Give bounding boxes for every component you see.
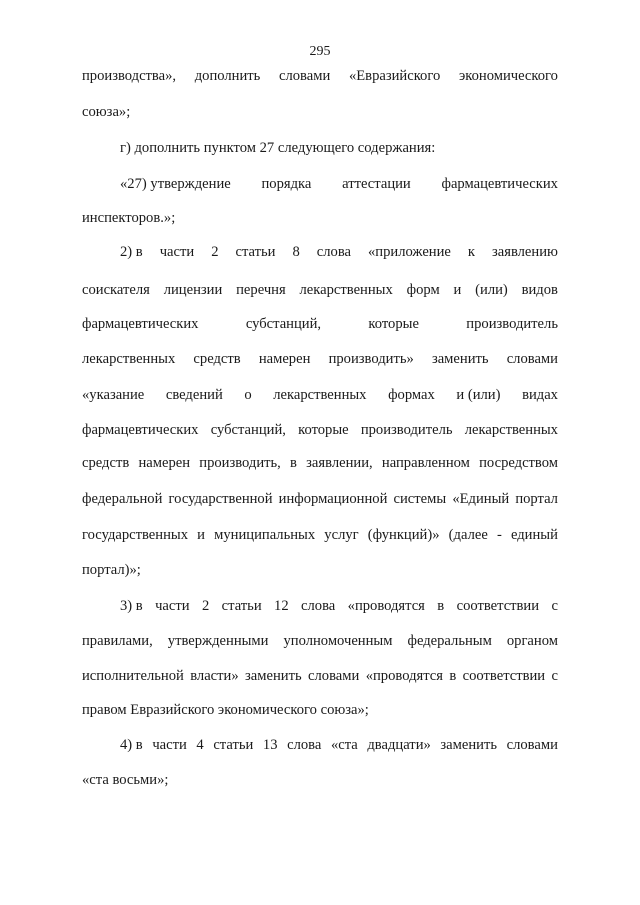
word: в [437, 598, 445, 614]
word: услуг [324, 527, 359, 543]
word: статьи [213, 737, 254, 753]
word: заменить [245, 668, 302, 684]
word: уполномоченным [283, 633, 393, 649]
text-line [82, 667, 558, 685]
word: формах [388, 387, 435, 403]
text-line: инспекторов.»; [82, 210, 176, 226]
word: слова [287, 737, 322, 753]
word: в [449, 668, 457, 684]
word: намерен [258, 351, 311, 367]
word: словами [308, 668, 360, 684]
text-line [82, 67, 558, 85]
word: лекарственных [464, 422, 558, 438]
word: и [197, 527, 205, 543]
word: и [453, 282, 462, 298]
text-line [82, 350, 558, 368]
text-line [120, 175, 558, 193]
word: словами [506, 351, 558, 367]
text-line [82, 454, 558, 472]
word: видов [521, 282, 558, 298]
word: направленном [381, 455, 470, 471]
word: экономического [458, 68, 558, 84]
word: «Единый [452, 491, 510, 507]
word: субстанций, [245, 316, 322, 332]
word: статьи [221, 598, 262, 614]
word: средств [193, 351, 241, 367]
word: соискателя [82, 282, 150, 298]
word: перечня [236, 282, 286, 298]
word: лицензии [163, 282, 223, 298]
word: правилами, [82, 633, 153, 649]
word: статьи [235, 244, 276, 260]
word: информационной [278, 491, 388, 507]
word: и (или) [456, 387, 501, 403]
word: - [496, 527, 502, 543]
word: посредством [479, 455, 558, 471]
word: государственных [82, 527, 189, 543]
word: двадцати» [367, 737, 431, 753]
word: сведений [165, 387, 223, 403]
word: слова [316, 244, 351, 260]
word: фармацевтических [82, 316, 199, 332]
word: в [290, 455, 297, 471]
text-line: правом Евразийского экономического союза»; [82, 702, 369, 718]
word: лекарственных [299, 282, 393, 298]
word: части [159, 244, 195, 260]
word: заменить [440, 737, 498, 753]
word: слова [301, 598, 336, 614]
word: «ста [330, 737, 358, 753]
text-line [82, 281, 558, 299]
word: 8 [292, 244, 300, 260]
word: соответствии [462, 668, 546, 684]
word: «проводятся [365, 668, 443, 684]
text-line: союза»; [82, 104, 131, 120]
word: 2) в [120, 244, 143, 260]
word: производить, [199, 455, 281, 471]
word: «Евразийского [348, 68, 441, 84]
word: (функций)» [367, 527, 440, 543]
page-number: 295 [309, 44, 331, 59]
word: утвержденными [167, 633, 269, 649]
text-line [120, 243, 558, 261]
word: лекарственных [273, 387, 367, 403]
word: (далее [448, 527, 488, 543]
word: органом [506, 633, 558, 649]
text-line [82, 315, 558, 333]
word: заявлению [492, 244, 558, 260]
word: 4) в [120, 737, 143, 753]
word: о [244, 387, 252, 403]
word: субстанций, [210, 422, 286, 438]
text-line [120, 597, 558, 615]
word: форм [406, 282, 440, 298]
word: производитель [360, 422, 453, 438]
word: 4 [196, 737, 204, 753]
word: которые [298, 422, 349, 438]
word: части [155, 598, 190, 614]
word: 12 [274, 598, 289, 614]
text-line [82, 490, 558, 508]
word: производитель [466, 316, 558, 332]
word: «проводятся [347, 598, 425, 614]
word: намерен [138, 455, 191, 471]
word: словами [506, 737, 558, 753]
word: к [467, 244, 475, 260]
word: дополнить [194, 68, 261, 84]
text-line [82, 421, 558, 439]
text-line [82, 386, 558, 404]
word: 2 [201, 598, 210, 614]
word: «приложение [368, 244, 451, 260]
word: заменить [431, 351, 489, 367]
word: 3) в [120, 598, 143, 614]
word: видах [522, 387, 558, 403]
word: «указание [82, 387, 145, 403]
word: словами [279, 68, 331, 84]
text-line: «ста восьми»; [82, 772, 169, 788]
text-line: портал)»; [82, 562, 141, 578]
text-line: г) дополнить пунктом 27 следующего содержания: [120, 140, 436, 156]
word: системы [393, 491, 447, 507]
word: с [551, 668, 558, 684]
word: части [152, 737, 187, 753]
word: 2 [211, 244, 219, 260]
word: федеральным [407, 633, 492, 649]
text-line [120, 736, 558, 754]
word: «27) утверждение [120, 176, 231, 192]
word: государственной [168, 491, 273, 507]
word: заявлении, [306, 455, 373, 471]
text-line [82, 632, 558, 650]
word: с [551, 598, 558, 614]
word: федеральной [82, 491, 163, 507]
word: лекарственных [82, 351, 176, 367]
word: 13 [262, 737, 278, 753]
word: (или) [475, 282, 508, 298]
word: производить» [328, 351, 414, 367]
word: власти» [190, 668, 239, 684]
word: порядка [261, 176, 312, 192]
word: соответствии [456, 598, 540, 614]
word: исполнительной [82, 668, 184, 684]
word: производства», [82, 68, 177, 84]
word: портал [515, 491, 558, 507]
word: которые [368, 316, 419, 332]
word: единый [510, 527, 558, 543]
word: муниципальных [214, 527, 316, 543]
word: фармацевтических [82, 422, 199, 438]
text-line [82, 526, 558, 544]
word: фармацевтических [441, 176, 558, 192]
word: средств [82, 455, 130, 471]
word: аттестации [342, 176, 411, 192]
